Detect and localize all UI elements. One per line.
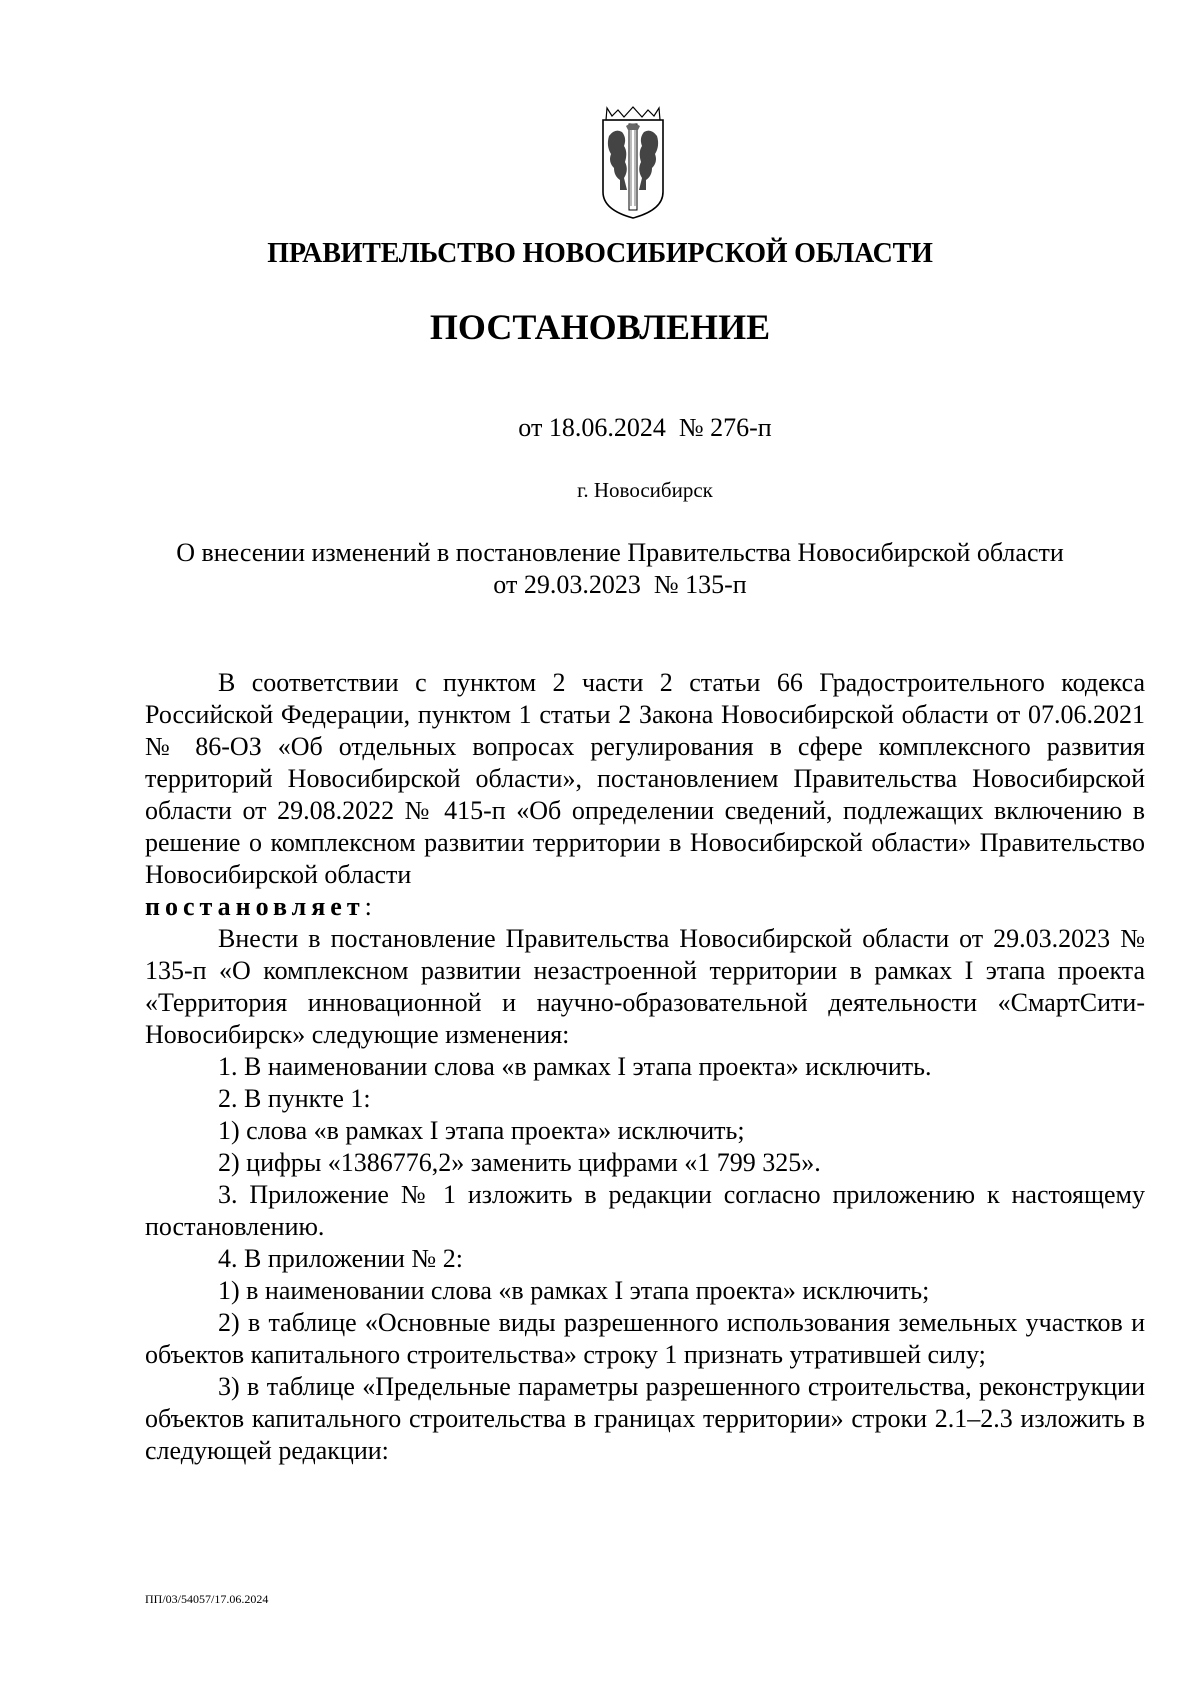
document-city: г. Новосибирск xyxy=(577,478,713,502)
list-item: 1) слова «в рамках I этапа проекта» исключить; xyxy=(218,1116,745,1145)
preamble-paragraph xyxy=(145,667,1145,923)
decree-word: постановляет xyxy=(145,892,365,921)
preamble-text: В соответствии с пунктом 2 части 2 статьи 66 Градостроительного кодекса Российской Федерации, пунктом 1 статьи 2 Закона Новосибирской области от 07.06.2021 № 86-ОЗ «Об отдельных вопросах регулирования в сфере комплексного развития территорий Новосибирской области», постановлением Правительства Новосибирской области от 29.08.2022 № 415-п «Об определении сведений, подлежащих включению в решение о комплексном развитии территории в Новосибирской области» Правительство Новосибирской области xyxy=(145,668,1145,889)
intro-paragraph: Внести в постановление Правительства Новосибирской области от 29.03.2023 № 135-п «О комплексном развитии незастроенной территории в рамках I этапа проекта «Территория инновационной и научно-образовательной деятельности «СмартСити-Новосибирск» следующие изменения: xyxy=(145,924,1145,1049)
list-item: 2) цифры «1386776,2» заменить цифрами «1 799 325». xyxy=(218,1148,821,1177)
organization-title: ПРАВИТЕЛЬСТВО НОВОСИБИРСКОЙ ОБЛАСТИ xyxy=(267,238,933,269)
document-body xyxy=(145,667,1145,1467)
coat-of-arms-icon xyxy=(600,106,666,220)
decree-colon: : xyxy=(364,892,372,921)
subject-line-2: от 29.03.2023 № 135-п xyxy=(493,570,747,599)
list-item: 2. В пункте 1: xyxy=(218,1084,371,1113)
list-item: 2) в таблице «Основные виды разрешенного использования земельных участков и объектов капитального строительства» строку 1 признать утратившей силу; xyxy=(145,1308,1145,1369)
document-date-number: от 18.06.2024 № 276-п xyxy=(518,413,772,442)
list-item: 3. Приложение № 1 изложить в редакции согласно приложению к настоящему постановлению. xyxy=(145,1180,1145,1241)
document-footer-code: ПП/03/54057/17.06.2024 xyxy=(145,1592,269,1606)
document-type-title: ПОСТАНОВЛЕНИЕ xyxy=(429,307,771,347)
list-item: 1) в наименовании слова «в рамках I этапа проекта» исключить; xyxy=(218,1276,930,1305)
list-item: 3) в таблице «Предельные параметры разрешенного строительства, реконструкции объектов капитального строительства в границах территории» строки 2.1–2.3 изложить в следующей редакции: xyxy=(145,1372,1145,1465)
list-item: 4. В приложении № 2: xyxy=(218,1244,463,1273)
document-subject xyxy=(0,537,1200,601)
list-item: 1. В наименовании слова «в рамках I этапа проекта» исключить. xyxy=(218,1052,932,1081)
subject-line-1: О внесении изменений в постановление Правительства Новосибирской области xyxy=(176,538,1064,567)
